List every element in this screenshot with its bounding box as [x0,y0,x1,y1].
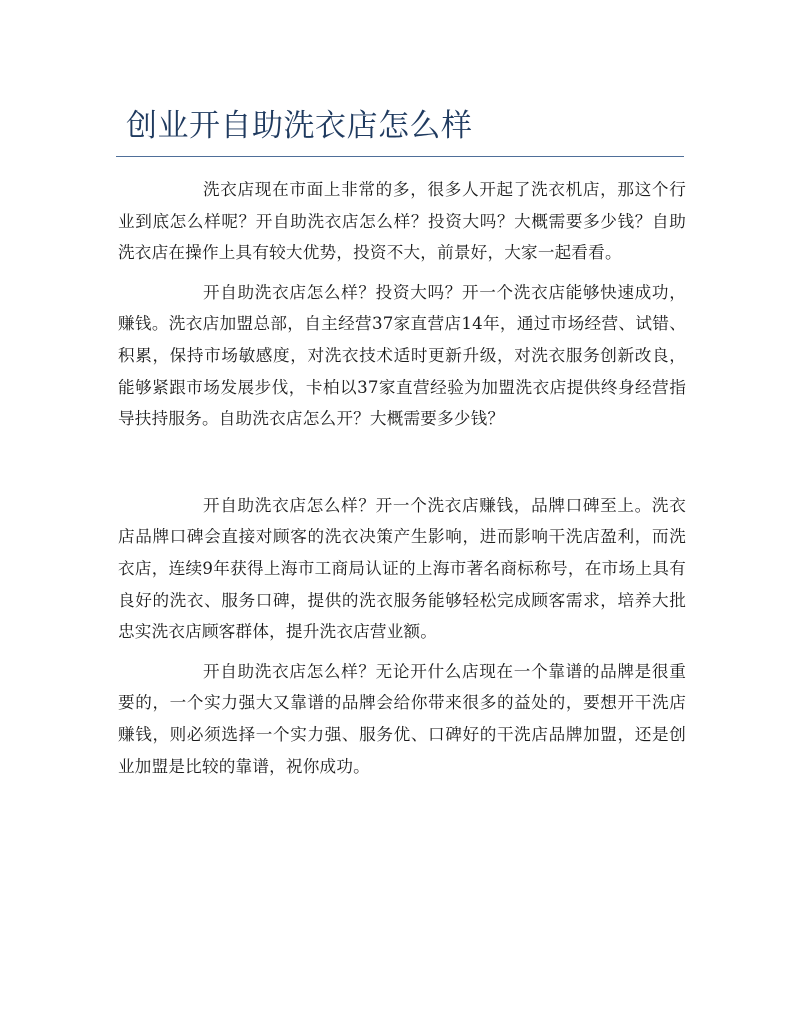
paragraph-spacer [118,269,686,277]
article-body [118,174,686,782]
paragraph-3: 开自助洗衣店怎么样？开一个洗衣店赚钱，品牌口碑至上。洗衣店品牌口碑会直接对顾客的洗衣决策产生影响，进而影响干洗店盈利，而洗衣店，连续9年获得上海市工商局认证的上海市著名商标称号，在市场上具有良好的洗衣、服务口碑，提供的洗衣服务能够轻松完成顾客需求，培养大批忠实洗衣店顾客群体，提升洗衣店营业额。 [118,495,686,642]
title-divider [116,156,684,157]
page-title: 创业开自助洗衣店怎么样 [126,108,473,144]
paragraph-1: 洗衣店现在市面上非常的多，很多人开起了洗衣机店，那这个行业到底怎么样呢？开自助洗衣店怎么样？投资大吗？大概需要多少钱？自助洗衣店在操作上具有较大优势，投资不大，前景好，大家一起看看。 [118,180,686,263]
paragraph-2: 开自助洗衣店怎么样？投资大吗？开一个洗衣店能够快速成功，赚钱。洗衣店加盟总部，自主经营37家直营店14年，通过市场经营、试错、积累，保持市场敏感度，对洗衣技术适时更新升级，对洗衣服务创新改良，能够紧跟市场发展步伐，卡柏以37家直营经验为加盟洗衣店提供终身经营指导扶持服务。自助洗衣店怎么开？大概需要多少钱？ [118,282,686,429]
paragraph-spacer [118,648,686,656]
paragraph-spacer [118,435,686,490]
paragraph-4: 开自助洗衣店怎么样？无论开什么店现在一个靠谱的品牌是很重要的，一个实力强大又靠谱的品牌会给你带来很多的益处的，要想开干洗店赚钱，则必须选择一个实力强、服务优、口碑好的干洗店品牌加盟，还是创业加盟是比较的靠谱，祝你成功。 [118,661,686,776]
